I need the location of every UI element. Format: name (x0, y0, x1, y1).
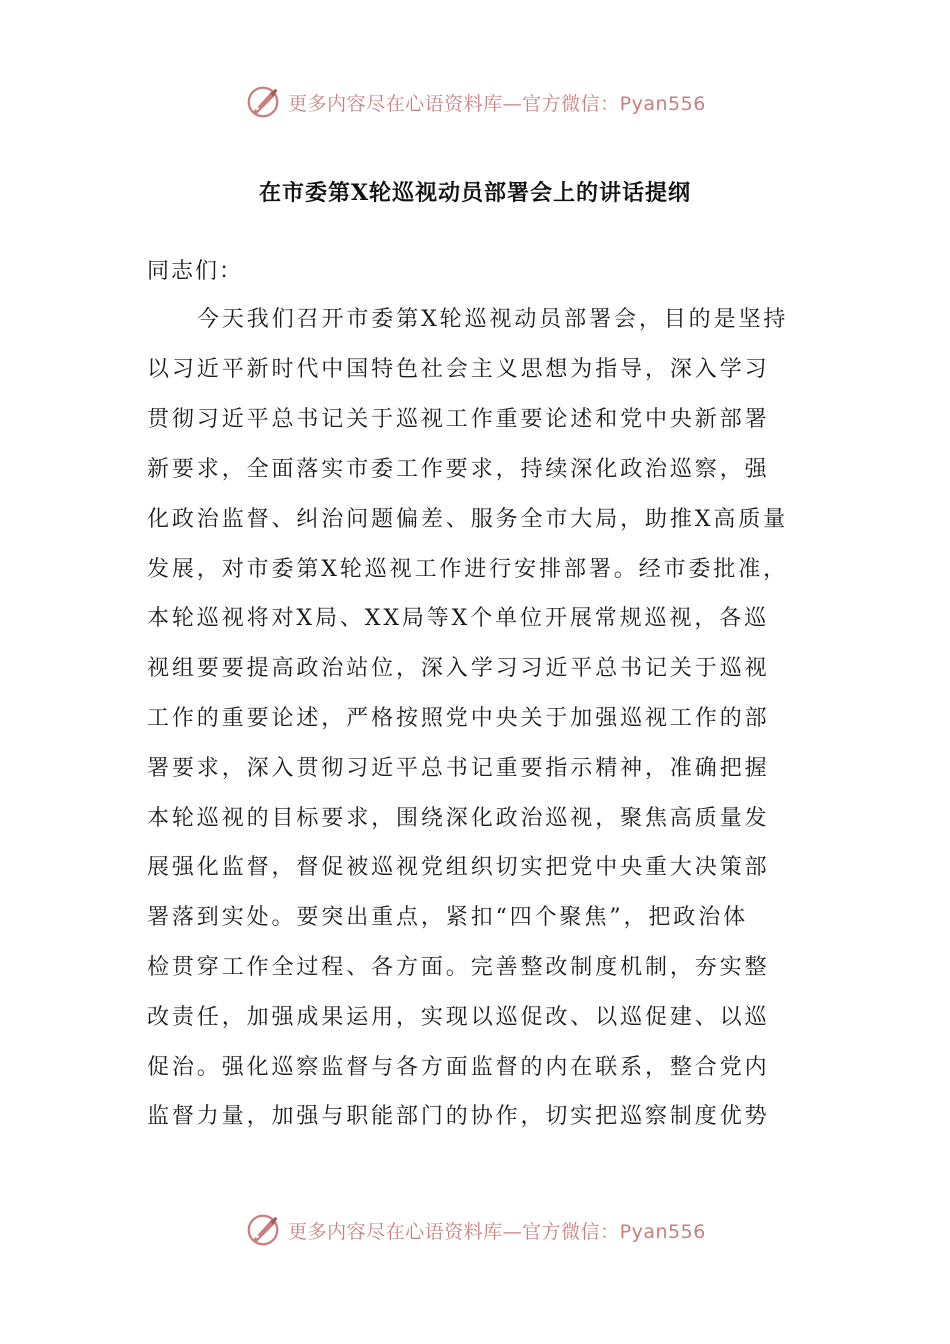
body-line: 检贯穿工作全过程、各方面。完善整改制度机制，夯实整 (147, 955, 770, 980)
body-line: 展强化监督，督促被巡视党组织切实把党中央重大决策部 (147, 855, 770, 880)
salutation: 同志们： (147, 259, 244, 284)
body-line: 署要求，深入贯彻习近平总书记重要指示精神，准确把握 (147, 756, 770, 781)
watermark-text: 更多内容尽在心语资料库—官方微信：Pyan556 (288, 1220, 706, 1243)
body-line: 贯彻习近平总书记关于巡视工作重要论述和党中央新部署 (147, 407, 770, 432)
header-watermark (0, 80, 950, 124)
body-line: 署落到实处。要突出重点，紧扣“四个聚焦”，把政治体 (147, 905, 748, 930)
body-line: 以习近平新时代中国特色社会主义思想为指导，深入学习 (147, 357, 770, 382)
body-line: 本轮巡视的目标要求，围绕深化政治巡视，聚焦高质量发 (147, 806, 770, 831)
pen-nib-logo-icon (244, 1211, 282, 1249)
body-line: 化政治监督、纠治问题偏差、服务全市大局，助推X高质量 (147, 507, 789, 532)
document-title: 在市委第X轮巡视动员部署会上的讲话提纲 (258, 180, 692, 206)
body-line: 促治。强化巡察监督与各方面监督的内在联系，整合党内 (147, 1055, 770, 1080)
footer-watermark (0, 1208, 950, 1252)
body-line: 监督力量，加强与职能部门的协作，切实把巡察制度优势 (147, 1104, 770, 1129)
body-line: 改责任，加强成果运用，实现以巡促改、以巡促建、以巡 (147, 1005, 770, 1030)
body-line: 今天我们召开市委第X轮巡视动员部署会，目的是坚持 (197, 307, 789, 332)
body-line: 工作的重要论述，严格按照党中央关于加强巡视工作的部 (147, 706, 770, 731)
pen-nib-logo-icon (244, 83, 282, 121)
body-line: 视组要要提高政治站位，深入学习习近平总书记关于巡视 (147, 656, 770, 681)
body-line: 发展，对市委第X轮巡视工作进行安排部署。经市委批准， (147, 557, 789, 582)
body-line: 新要求，全面落实市委工作要求，持续深化政治巡察，强 (147, 457, 770, 482)
body-line: 本轮巡视将对X局、XX局等X个单位开展常规巡视，各巡 (147, 606, 770, 631)
watermark-text: 更多内容尽在心语资料库—官方微信：Pyan556 (288, 92, 706, 115)
